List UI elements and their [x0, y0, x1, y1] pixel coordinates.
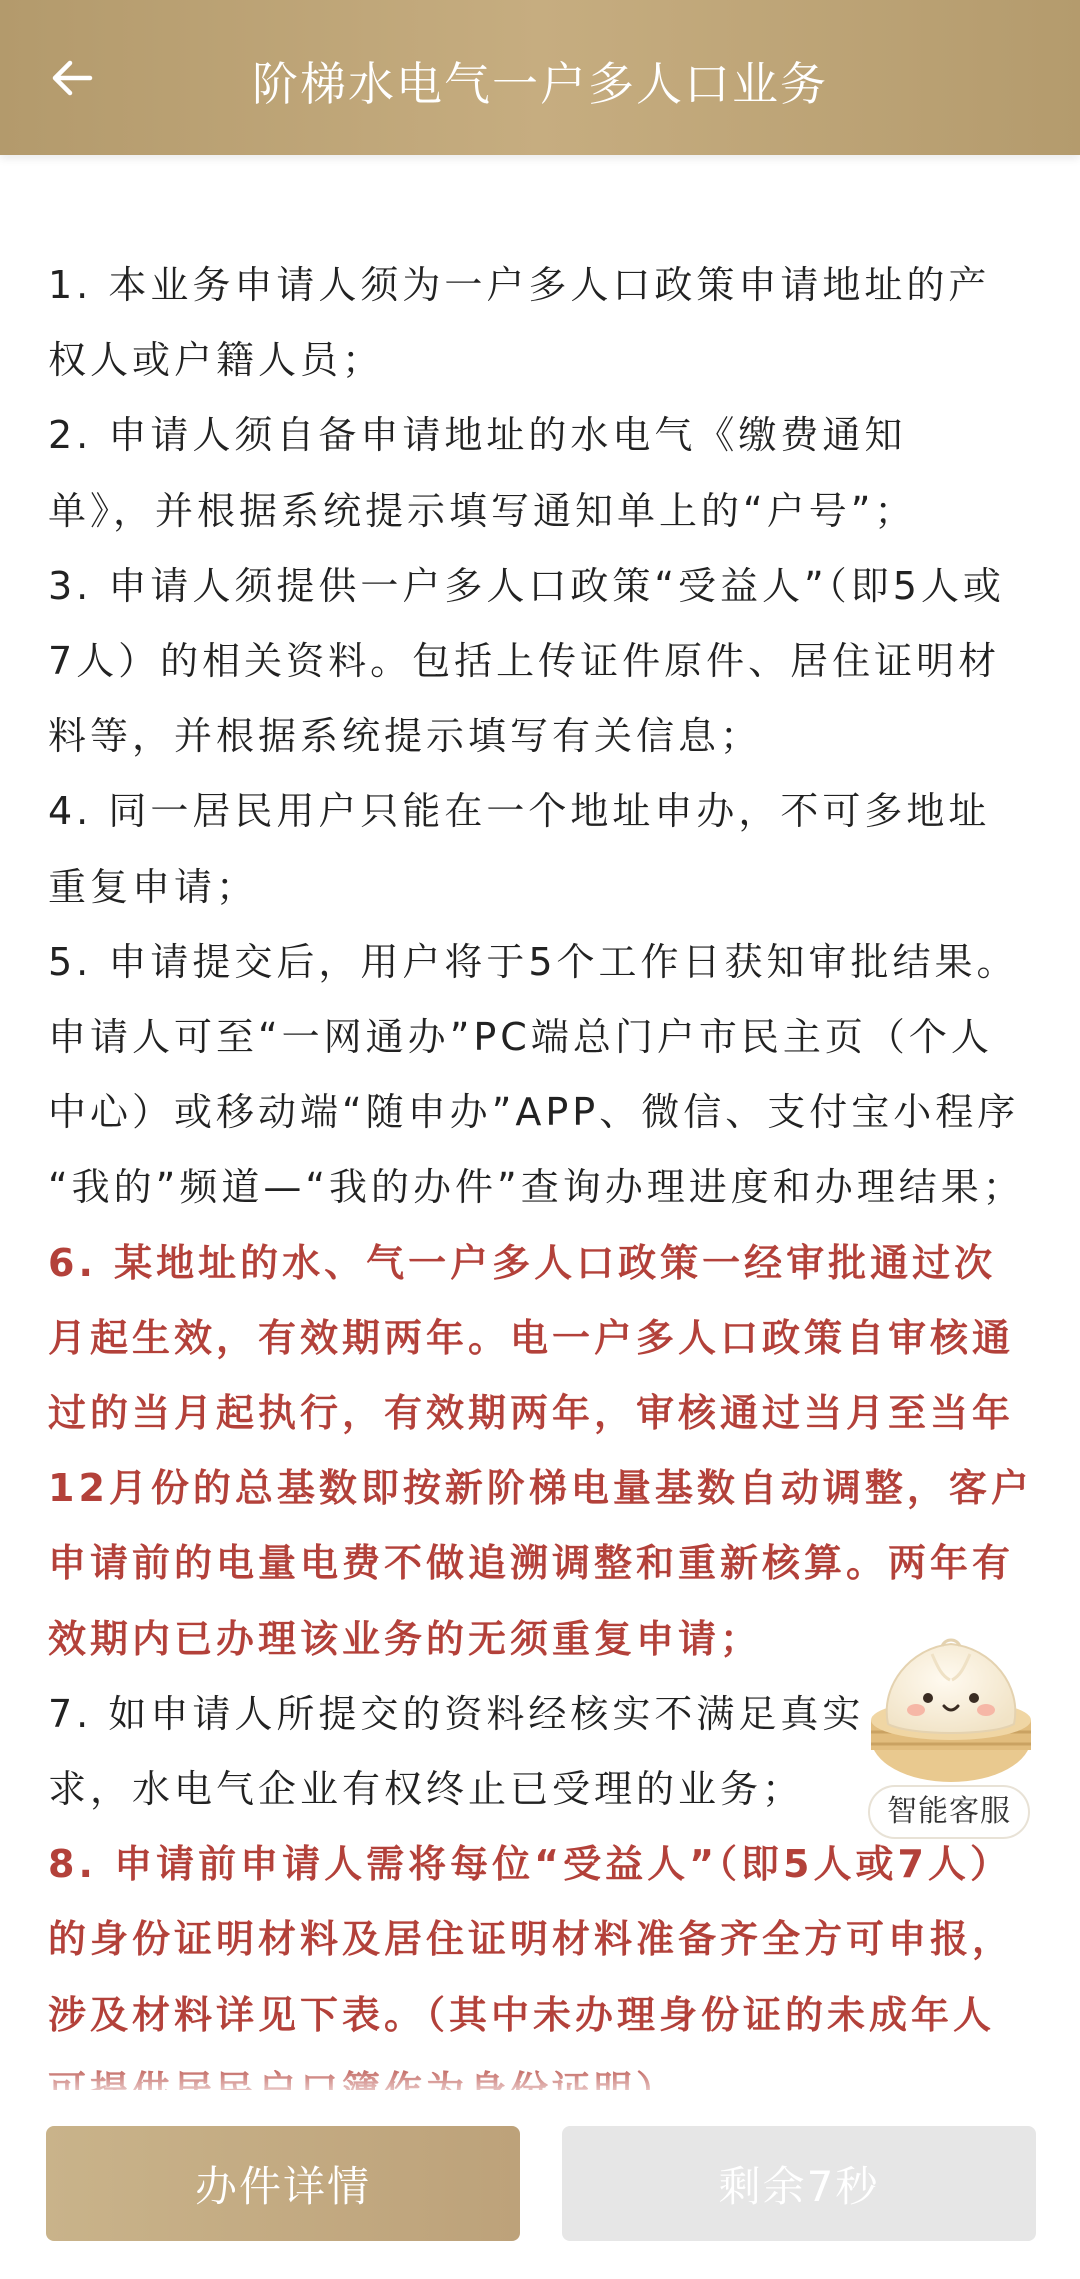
notice-line: “我的”频道—“我的办件”查询办理进度和办理结果；	[48, 1165, 1025, 1210]
notice-line: 7. 如申请人所提交的资料经核实不满足真实	[48, 1691, 865, 1736]
notice-item	[48, 774, 1038, 924]
notice-line: 效期内已办理该业务的无须重复申请；	[48, 1616, 763, 1661]
notice-line: 重复申请；	[48, 864, 259, 909]
bottom-action-bar	[0, 2090, 1080, 2279]
notice-item	[48, 1226, 1038, 1677]
notice-line: 2. 申请人须自备申请地址的水电气《缴费通知	[48, 413, 907, 458]
notice-line: 申请人可至“一网通办”PC端总门户市民主页（个人	[48, 1015, 993, 1060]
notice-line: 申请前的电量电费不做追溯调整和重新核算。两年有	[48, 1541, 1015, 1586]
notice-line: 5. 申请提交后，用户将于5个工作日获知审批结果。	[48, 939, 1019, 984]
notice-item	[48, 925, 1038, 1226]
header-bar	[0, 0, 1080, 155]
notice-line: 12月份的总基数即按新阶梯电量基数自动调整，客户	[48, 1466, 1033, 1511]
notice-line: 料等，并根据系统提示填写有关信息；	[48, 714, 763, 759]
notice-line: 的身份证明材料及居住证明材料准备齐全方可申报，	[48, 1917, 1015, 1962]
notice-line: 3. 申请人须提供一户多人口政策“受益人”（即5人或	[48, 563, 1005, 608]
case-details-button[interactable]: 办件详情	[46, 2126, 520, 2241]
notice-line: 涉及材料详见下表。（其中未办理身份证的未成年人	[48, 1992, 996, 2037]
smart-customer-service-button[interactable]	[862, 1620, 1040, 1850]
notice-line: 求，水电气企业有权终止已受理的业务；	[48, 1767, 805, 1812]
notice-line: 7人）的相关资料。包括上传证件原件、居住证明材	[48, 639, 1001, 684]
steamed-bun-mascot-icon	[862, 1620, 1040, 1800]
notice-line: 1. 本业务申请人须为一户多人口政策申请地址的产	[48, 263, 991, 307]
assistant-label: 智能客服	[868, 1785, 1030, 1839]
notice-line: 过的当月起执行，有效期两年，审核通过当月至当年	[48, 1391, 1015, 1436]
notice-line: 中心）或移动端“随申办”APP、微信、支付宝小程序	[48, 1090, 1020, 1135]
notice-item	[48, 398, 1038, 548]
page-title: 阶梯水电气一户多人口业务	[252, 57, 828, 111]
notice-line: 单》，并根据系统提示填写通知单上的“户号”；	[48, 488, 917, 533]
notice-line: 权人或户籍人员；	[48, 338, 385, 383]
notice-line: 4. 同一居民用户只能在一个地址申办，不可多地址	[48, 789, 991, 834]
notice-line: 月起生效，有效期两年。电一户多人口政策自审核通	[48, 1315, 1015, 1360]
countdown-button[interactable]: 剩余7秒	[562, 2126, 1036, 2241]
notice-item	[48, 248, 1038, 398]
notice-item	[48, 549, 1038, 775]
notice-line: 6. 某地址的水、气一户多人口政策一经审批通过次	[48, 1240, 997, 1285]
notice-line: 8. 申请前申请人需将每位“受益人”（即5人或7人）	[48, 1842, 1012, 1887]
